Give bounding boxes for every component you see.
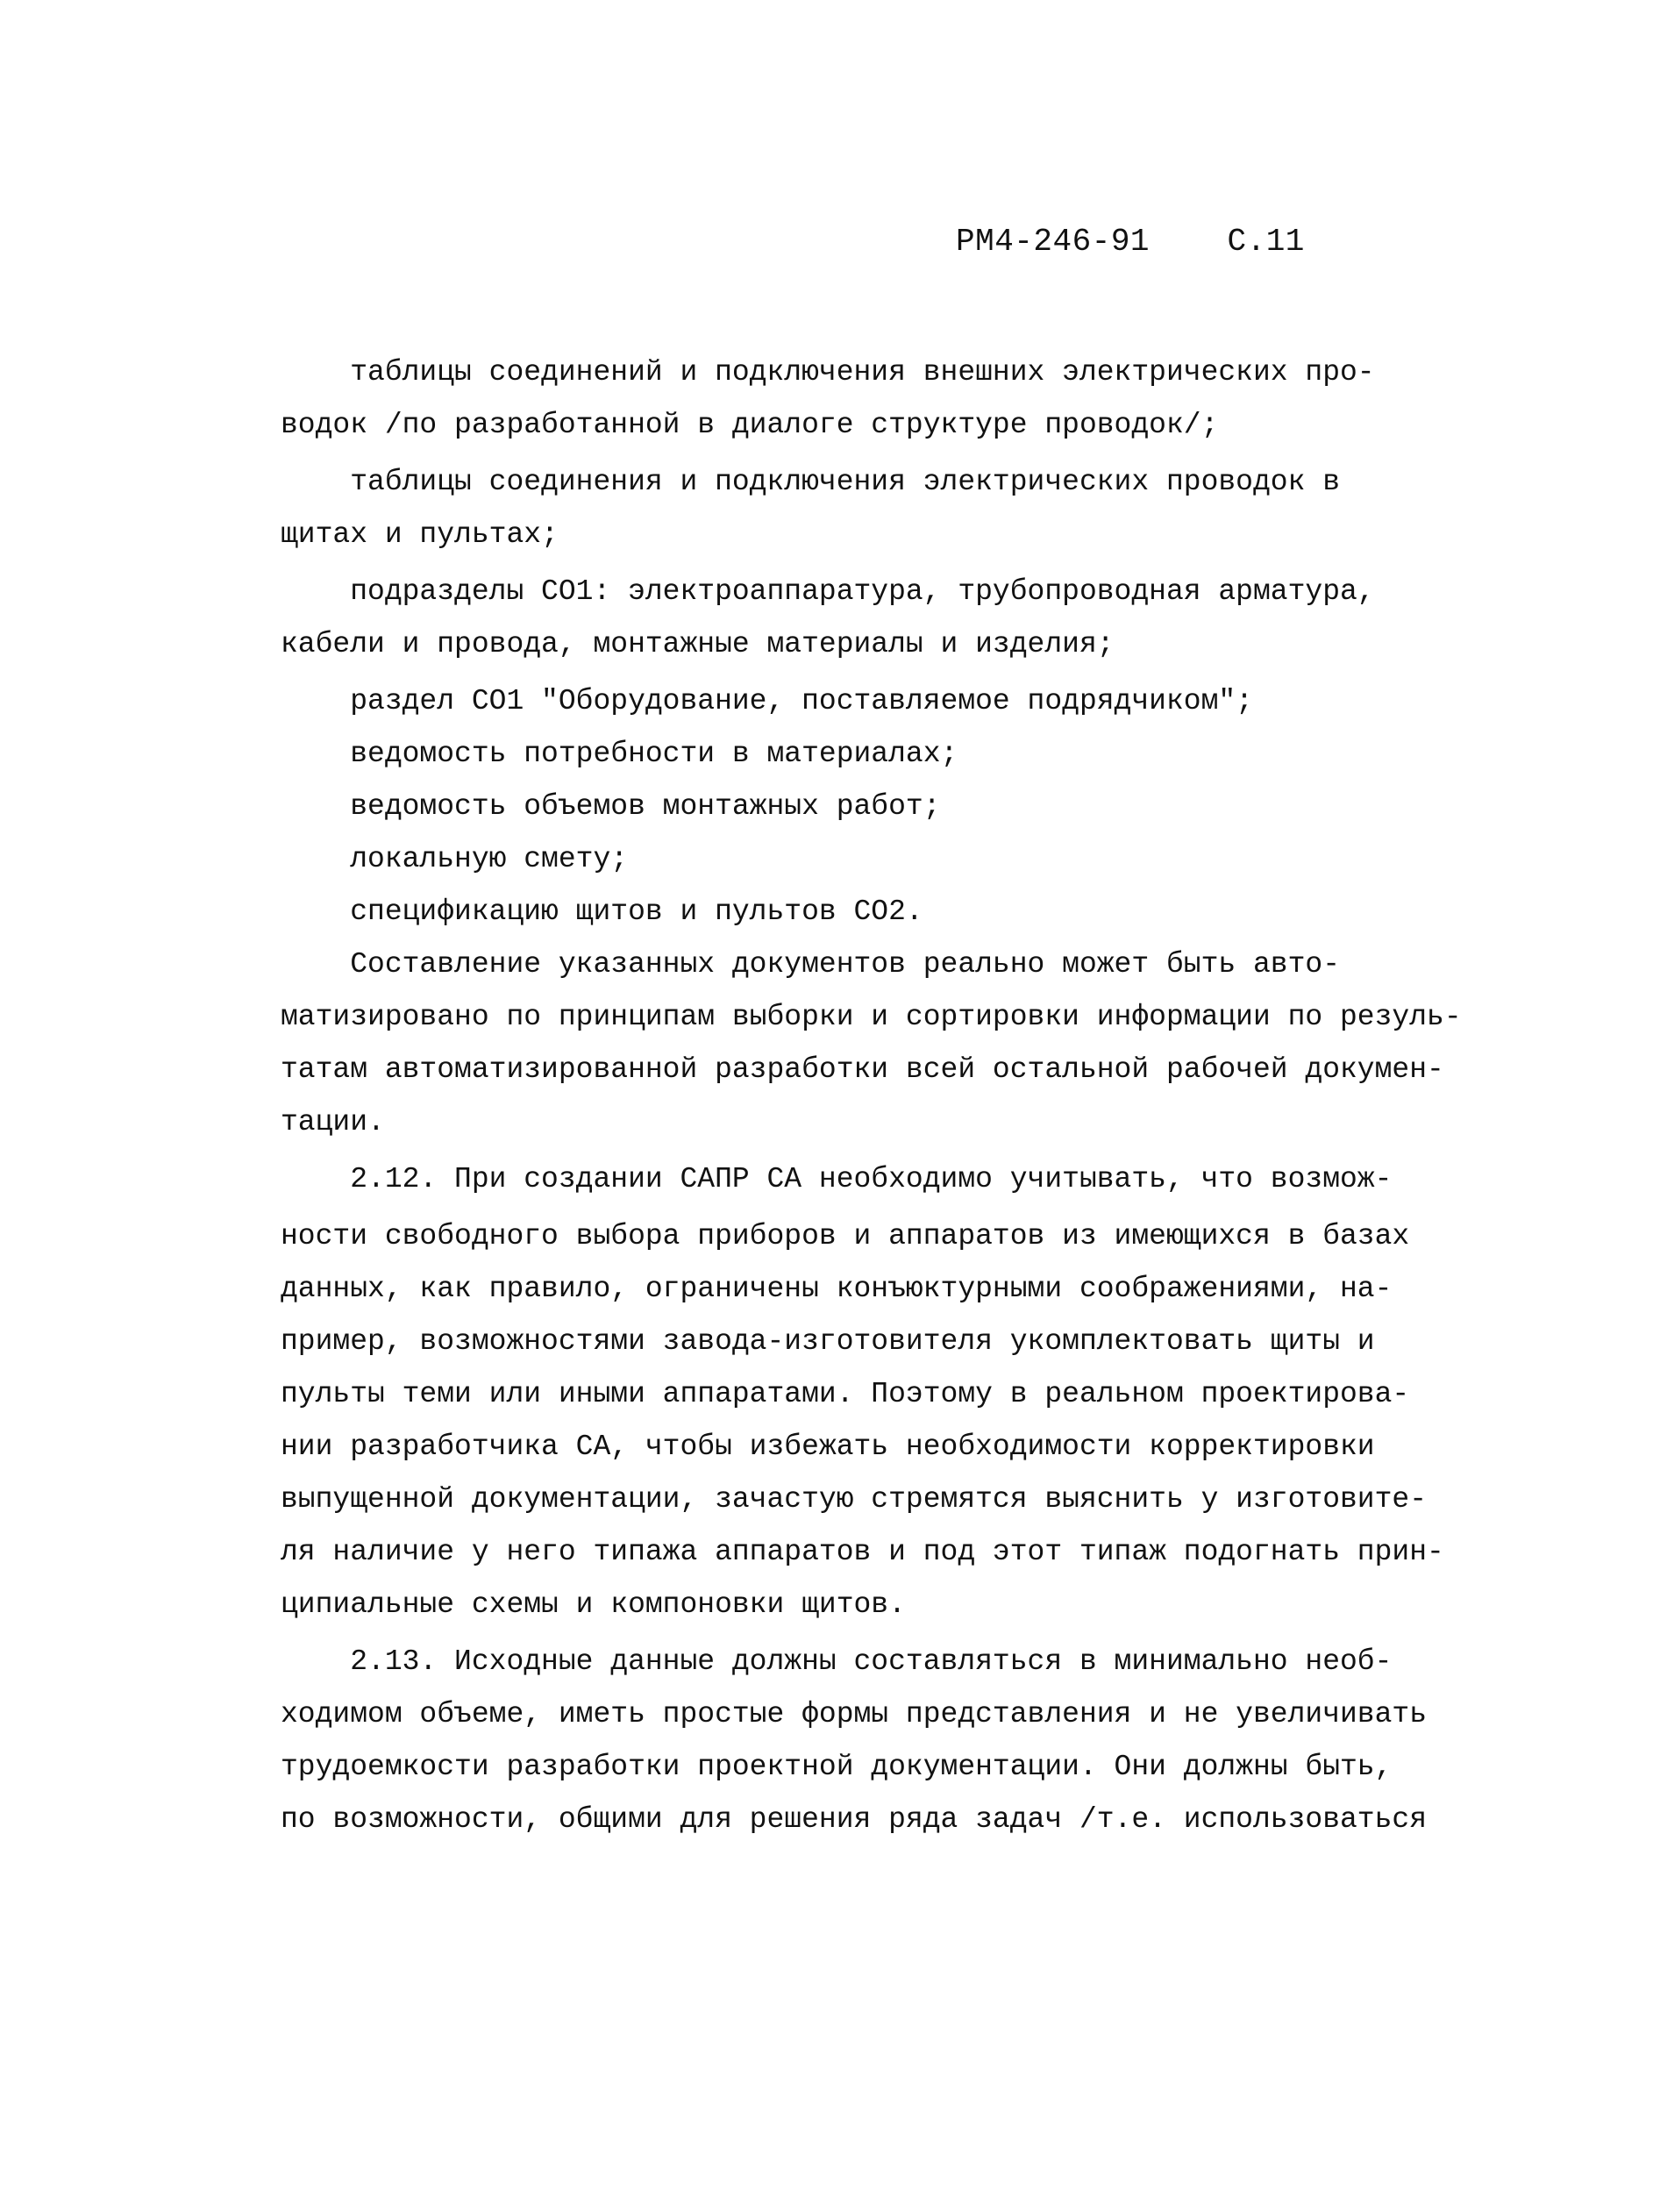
text-line: щитах и пультах; (281, 518, 559, 551)
doc-code: РМ4-246-91 (956, 224, 1151, 260)
text-line: локальную смету; (281, 843, 629, 875)
text-line: трудоемкости разработки проектной документации. Они должны быть, (281, 1751, 1393, 1783)
text-line: ходимом объеме, иметь простые формы представления и не увеличивать (281, 1698, 1428, 1730)
text-line: подразделы СО1: электроаппаратура, трубопроводная арматура, (281, 575, 1375, 608)
text-line: пример, возможностями завода-изготовителя укомплектовать щиты и (281, 1325, 1375, 1358)
text-line: татам автоматизированной разработки всей остальной рабочей докумен- (281, 1053, 1444, 1086)
text-line: ведомость объемов монтажных работ; (281, 790, 941, 823)
text-line: 2.12. При создании САПР СА необходимо учитывать, что возмож- (281, 1163, 1393, 1195)
text-line: 2.13. Исходные данные должны составляться в минимально необ- (281, 1645, 1393, 1678)
text-line: спецификацию щитов и пультов СО2. (281, 896, 923, 928)
text-line: нии разработчика СА, чтобы избежать необходимости корректировки (281, 1431, 1375, 1463)
text-line: таблицы соединений и подключения внешних электрических про- (281, 356, 1375, 389)
text-line: пульты теми или иными аппаратами. Поэтому в реальном проектирова- (281, 1378, 1410, 1410)
text-line: по возможности, общими для решения ряда задач /т.е. использоваться (281, 1803, 1428, 1836)
text-line: матизировано по принципам выборки и сортировки информации по резуль- (281, 1001, 1462, 1033)
text-line: таблицы соединения и подключения электрических проводок в (281, 466, 1340, 498)
text-line: ности свободного выбора приборов и аппаратов из имеющихся в базах (281, 1220, 1410, 1252)
text-line: тации. (281, 1106, 385, 1138)
text-line: водок /по разработанной в диалоге структуре проводок/; (281, 409, 1219, 441)
text-line: ципиальные схемы и компоновки щитов. (281, 1588, 906, 1621)
text-line: Составление указанных документов реально может быть авто- (281, 948, 1340, 981)
text-line: данных, как правило, ограничены конъюктурными соображениями, на- (281, 1273, 1393, 1305)
text-line: выпущенной документации, зачастую стремятся выяснить у изготовите- (281, 1483, 1428, 1516)
page-header (956, 224, 1305, 260)
text-line: ля наличие у него типажа аппаратов и под этот типаж подогнать прин- (281, 1536, 1444, 1568)
text-line: кабели и провода, монтажные материалы и изделия; (281, 628, 1115, 660)
text-line: ведомость потребности в материалах; (281, 738, 958, 770)
text-line: раздел СО1 "Оборудование, поставляемое подрядчиком"; (281, 685, 1253, 717)
page-number: С.11 (1227, 224, 1305, 260)
